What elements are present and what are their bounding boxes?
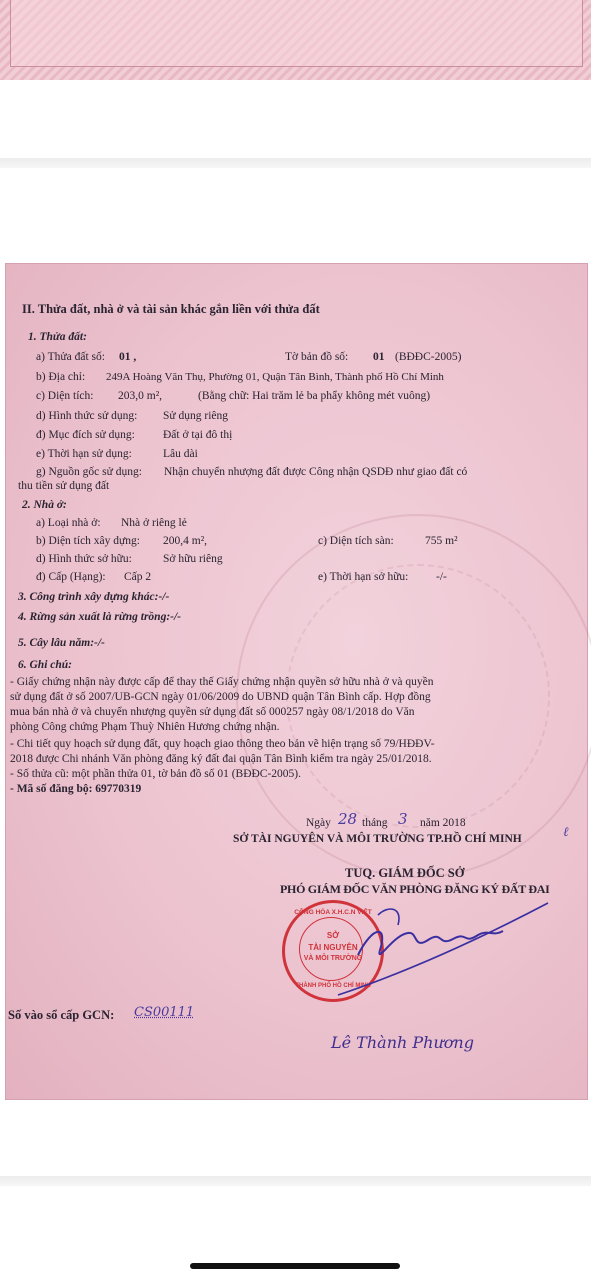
term-label: e) Thời hạn sử dụng: (36, 448, 132, 460)
seal-line-3: VÀ MÔI TRƯỜNG (303, 955, 363, 962)
note-line: 2018 được Chi nhánh Văn phòng đăng ký đất đai quận Tân Bình kiểm tra ngày 25/01/2018. (10, 753, 432, 765)
area-value: 203,0 m², (118, 390, 163, 402)
date-year: năm 2018 (420, 817, 466, 829)
address-label: b) Địa chỉ: (36, 371, 86, 383)
parcel-value: 01 , (119, 351, 137, 363)
separator-bar (0, 158, 591, 168)
date-day: 28 (338, 810, 358, 828)
ownership-term-value: -/- (436, 571, 447, 583)
date-month-label: tháng (362, 817, 388, 829)
map-value: 01 (373, 351, 385, 363)
seal-bottom-text: THÀNH PHỐ HỒ CHÍ MINH (295, 983, 371, 989)
note-line: phòng Công chứng Phạm Thuỳ Nhiên Hương chứng nhận. (10, 721, 280, 733)
origin-value-cont: thu tiền sử dụng đất (18, 480, 110, 492)
forest: 4. Rừng sản xuất là rừng trồng:-/- (18, 611, 181, 623)
built-area-label: b) Diện tích xây dựng: (36, 535, 140, 547)
cert-book-value: CS00111 (134, 1005, 195, 1020)
land-heading: 1. Thửa đất: (28, 331, 87, 343)
grade-label: đ) Cấp (Hạng): (36, 571, 106, 583)
note-line: - Số thửa cũ: một phần thửa 01, tờ bản đồ số 01 (BĐĐC-2005). (10, 768, 302, 780)
separator-bar (0, 1176, 591, 1186)
map-note: (BĐĐC-2005) (395, 351, 462, 363)
use-form-value: Sử dụng riêng (163, 410, 229, 422)
term-value: Lâu dài (163, 448, 198, 460)
note-line: - Mã số đăng bộ: 69770319 (10, 783, 142, 795)
cert-book-label: Số vào sổ cấp GCN: (8, 1008, 115, 1022)
signer-title-2: PHÓ GIÁM ĐỐC VĂN PHÒNG ĐĂNG KÝ ĐẤT ĐAI (280, 882, 550, 896)
parcel-label: a) Thửa đất số: (36, 351, 105, 363)
handwritten-signature (318, 895, 558, 1015)
seal-top-text: CỘNG HÒA X.H.C.N VIỆT (294, 909, 372, 916)
area-words: (Bằng chữ: Hai trăm lẻ ba phẩy không mét vuông) (198, 390, 431, 402)
authority-name: SỞ TÀI NGUYÊN VÀ MÔI TRƯỜNG TP.HỒ CHÍ MINH (233, 833, 522, 845)
note-line: sử dụng đất ở số 2007/UB-GCN ngày 01/06/2009 do UBND quận Tân Bình cấp. Hợp đồng (10, 691, 431, 703)
previous-photo-border (10, 0, 583, 67)
perennial-trees: 5. Cây lâu năm:-/- (18, 637, 105, 649)
notes-heading: 6. Ghi chú: (18, 659, 72, 671)
note-line: - Giấy chứng nhận này được cấp để thay thế Giấy chứng nhận quyền sở hữu nhà ở và quyền (10, 676, 434, 688)
seal-line-1: SỞ (326, 931, 340, 940)
date-month: 3 (398, 810, 408, 828)
area-label: c) Diện tích: (36, 390, 94, 402)
construction-other: 3. Công trình xây dựng khác:-/- (18, 591, 170, 603)
note-line: mua bán nhà ở và chuyển nhượng quyền sử dụng đất số 000257 ngày 08/1/2018 do Văn (10, 706, 415, 718)
seal-line-2: TÀI NGUYÊN (308, 943, 358, 952)
floor-area-value: 755 m² (425, 535, 458, 547)
origin-label: g) Nguồn gốc sử dụng: (36, 466, 142, 478)
ownership-form-label: d) Hình thức sở hữu: (36, 553, 132, 565)
address-value: 249A Hoàng Văn Thụ, Phường 01, Quận Tân Bình, Thành phố Hồ Chí Minh (106, 371, 444, 383)
signer-name: Lê Thành Phương (331, 1033, 474, 1052)
ownership-term-label: e) Thời hạn sở hữu: (318, 571, 409, 583)
map-label: Tờ bản đồ số: (285, 351, 349, 363)
house-type-label: a) Loại nhà ở: (36, 517, 101, 529)
grade-value: Cấp 2 (124, 571, 152, 583)
origin-value: Nhận chuyển nhượng đất được Công nhận QSDĐ như giao đất có (164, 466, 468, 478)
purpose-label: đ) Mục đích sử dụng: (36, 429, 135, 441)
floor-area-label: c) Diện tích sàn: (318, 535, 394, 547)
previous-photo-fragment (0, 0, 591, 80)
home-indicator[interactable] (190, 1263, 400, 1269)
use-form-label: d) Hình thức sử dụng: (36, 410, 138, 422)
initial-mark: ℓ (563, 825, 569, 840)
built-area-value: 200,4 m², (163, 535, 208, 547)
date-day-label: Ngày (306, 817, 331, 829)
section-title: II. Thửa đất, nhà ở và tài sản khác gắn liền với thửa đất (22, 302, 320, 316)
house-type-value: Nhà ở riêng lẻ (121, 517, 187, 529)
purpose-value: Đất ở tại đô thị (163, 429, 233, 441)
note-line: - Chi tiết quy hoạch sử dụng đất, quy hoạch giao thông theo bản vẽ hiện trạng số 79/HĐĐV- (10, 738, 435, 750)
ownership-form-value: Sở hữu riêng (163, 553, 223, 565)
house-heading: 2. Nhà ở: (22, 499, 67, 511)
signer-title-1: TUQ. GIÁM ĐỐC SỞ (345, 866, 465, 880)
